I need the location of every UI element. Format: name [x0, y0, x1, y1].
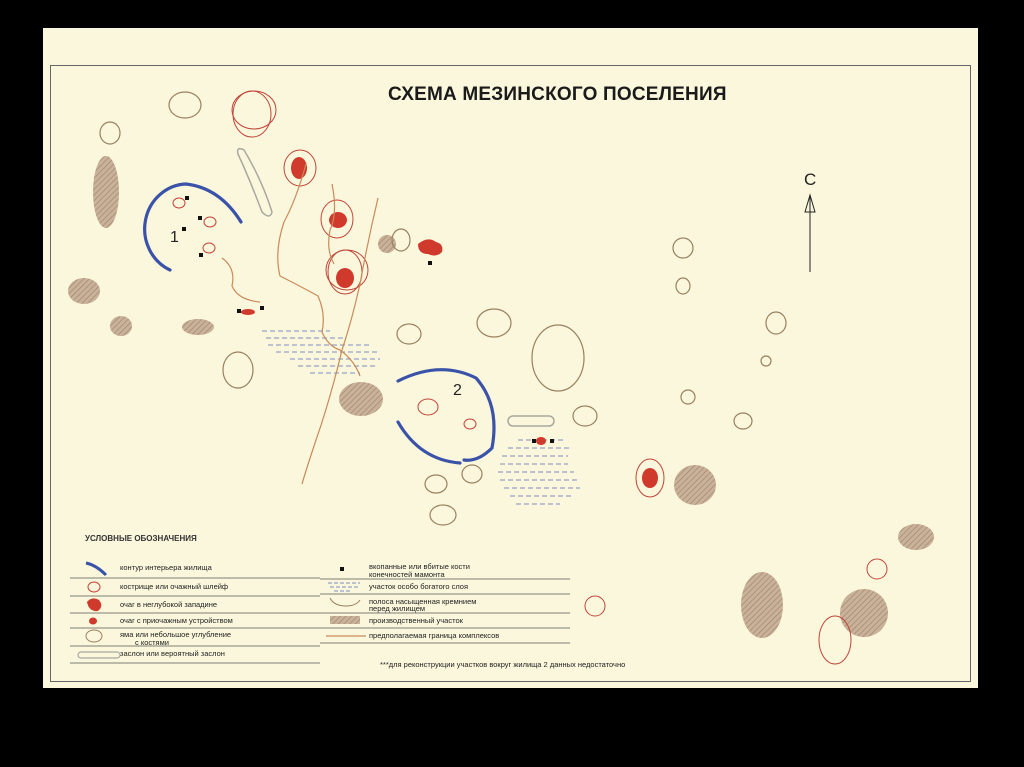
legend-label-mammoth-bones: вкопанные или вбитые кости [369, 562, 470, 571]
legend-label-production-area: производственный участок [369, 616, 463, 625]
legend-title: УСЛОВНЫЕ ОБОЗНАЧЕНИЯ [85, 534, 197, 543]
barrier-icon [78, 652, 120, 658]
legend-label-mammoth-bones-line2: конечностей мамонта [369, 570, 445, 579]
legend-label-dwelling-contour: контур интерьера жилища [120, 563, 212, 572]
shallow-hearths [241, 157, 658, 488]
barriers [238, 149, 554, 426]
flint-strip-icon [330, 598, 360, 606]
pit-icon [86, 630, 102, 642]
legend-label-barrier: заслон или вероятный заслон [120, 649, 225, 658]
complex-boundaries [222, 164, 378, 484]
north-arrow-icon [805, 195, 815, 272]
shallow-hearth-icon [87, 598, 101, 611]
legend-label-hearth-device: очаг с приочажным устройством [120, 616, 233, 625]
dwelling-2-label: 2 [453, 382, 462, 399]
production-area-icon [330, 616, 360, 624]
footnote: ***для реконструкции участков вокруг жилища 2 данных недостаточно [380, 660, 626, 669]
legend-label-pit: яма или небольшое углубление [120, 630, 232, 639]
legend-label-flint-strip: полоса насыщенная кремнием [369, 597, 477, 606]
rich-layer-icon [328, 583, 360, 591]
north-label: С [804, 170, 817, 189]
dwelling-contour-icon [86, 563, 106, 575]
hearth-device-icon [89, 618, 97, 625]
page-title: СХЕМА МЕЗИНСКОГО ПОСЕЛЕНИЯ [388, 84, 727, 105]
legend-label-boundary: предполагаемая граница комплексов [369, 631, 500, 640]
dwelling-1-label: 1 [170, 229, 179, 246]
legend-label-hearth-circle: кострище или очажный шлейф [120, 582, 229, 591]
legend-label-flint-strip-line2: перед жилищем [369, 604, 426, 613]
hearth-circle-icon [88, 582, 100, 592]
legend-label-pit-line2: с костями [135, 638, 169, 647]
legend-label-rich-layer: участок особо богатого слоя [369, 582, 469, 591]
mammoth-bone-icon [340, 567, 344, 571]
legend-label-shallow-hearth: очаг в неглубокой западине [120, 600, 218, 609]
